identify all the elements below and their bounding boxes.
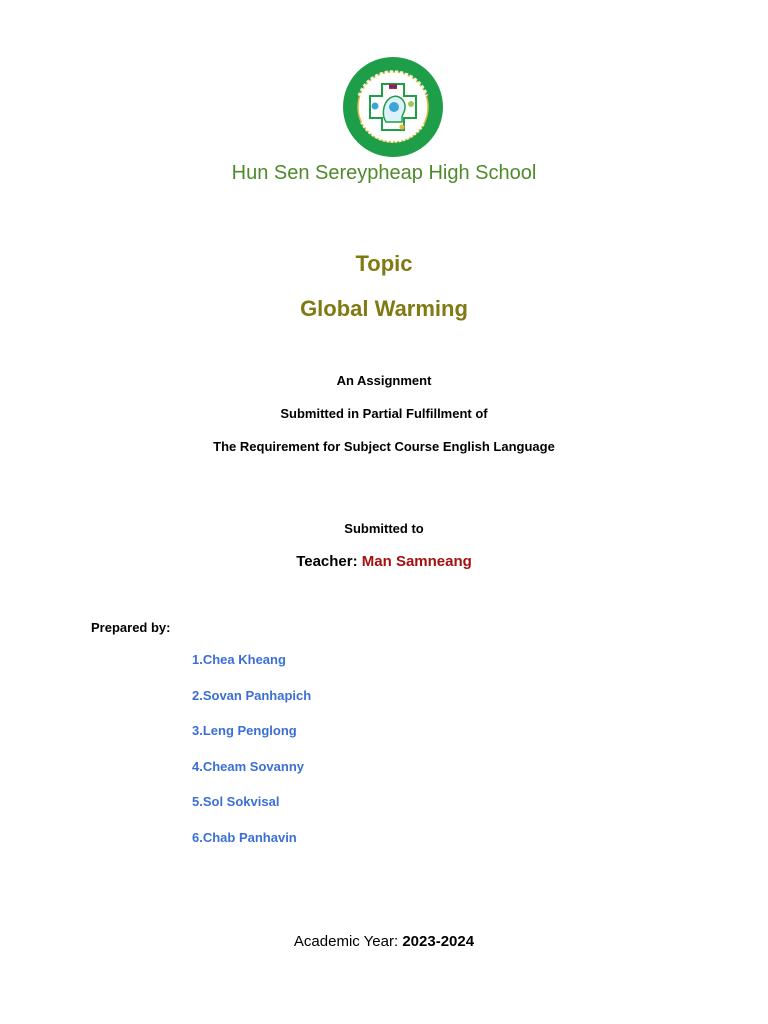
member-item: 3.Leng Penglong <box>192 723 297 738</box>
requirement-line: The Requirement for Subject Course English Language <box>213 439 555 454</box>
school-name: Hun Sen Sereypheap High School <box>231 162 537 184</box>
assignment-line: An Assignment <box>336 373 432 388</box>
member-item: 4.Cheam Sovanny <box>192 758 304 774</box>
fulfillment-line: Submitted in Partial Fulfillment of <box>280 406 488 421</box>
topic-title: Global Warming <box>300 296 468 321</box>
member-list <box>192 652 311 865</box>
member-item: 5.Sol Sokvisal <box>192 794 280 809</box>
member-item: 6.Chab Panhavin <box>192 829 297 845</box>
school-logo <box>342 56 444 158</box>
teacher-label: Teacher: <box>296 553 358 570</box>
member-item: 1.Chea Kheang <box>192 652 286 667</box>
prepared-by-label: Prepared by: <box>91 620 171 635</box>
academic-year <box>0 933 768 950</box>
submitted-to-label: Submitted to <box>344 521 424 536</box>
teacher-name: Man Samneang <box>361 553 472 570</box>
teacher-line <box>0 553 768 570</box>
academic-year-value: 2023-2024 <box>402 933 475 950</box>
topic-heading: Topic <box>355 251 413 276</box>
academic-year-label: Academic Year: <box>293 933 399 950</box>
school-seal-icon <box>342 56 444 158</box>
member-item: 2.Sovan Panhapich <box>192 687 312 703</box>
